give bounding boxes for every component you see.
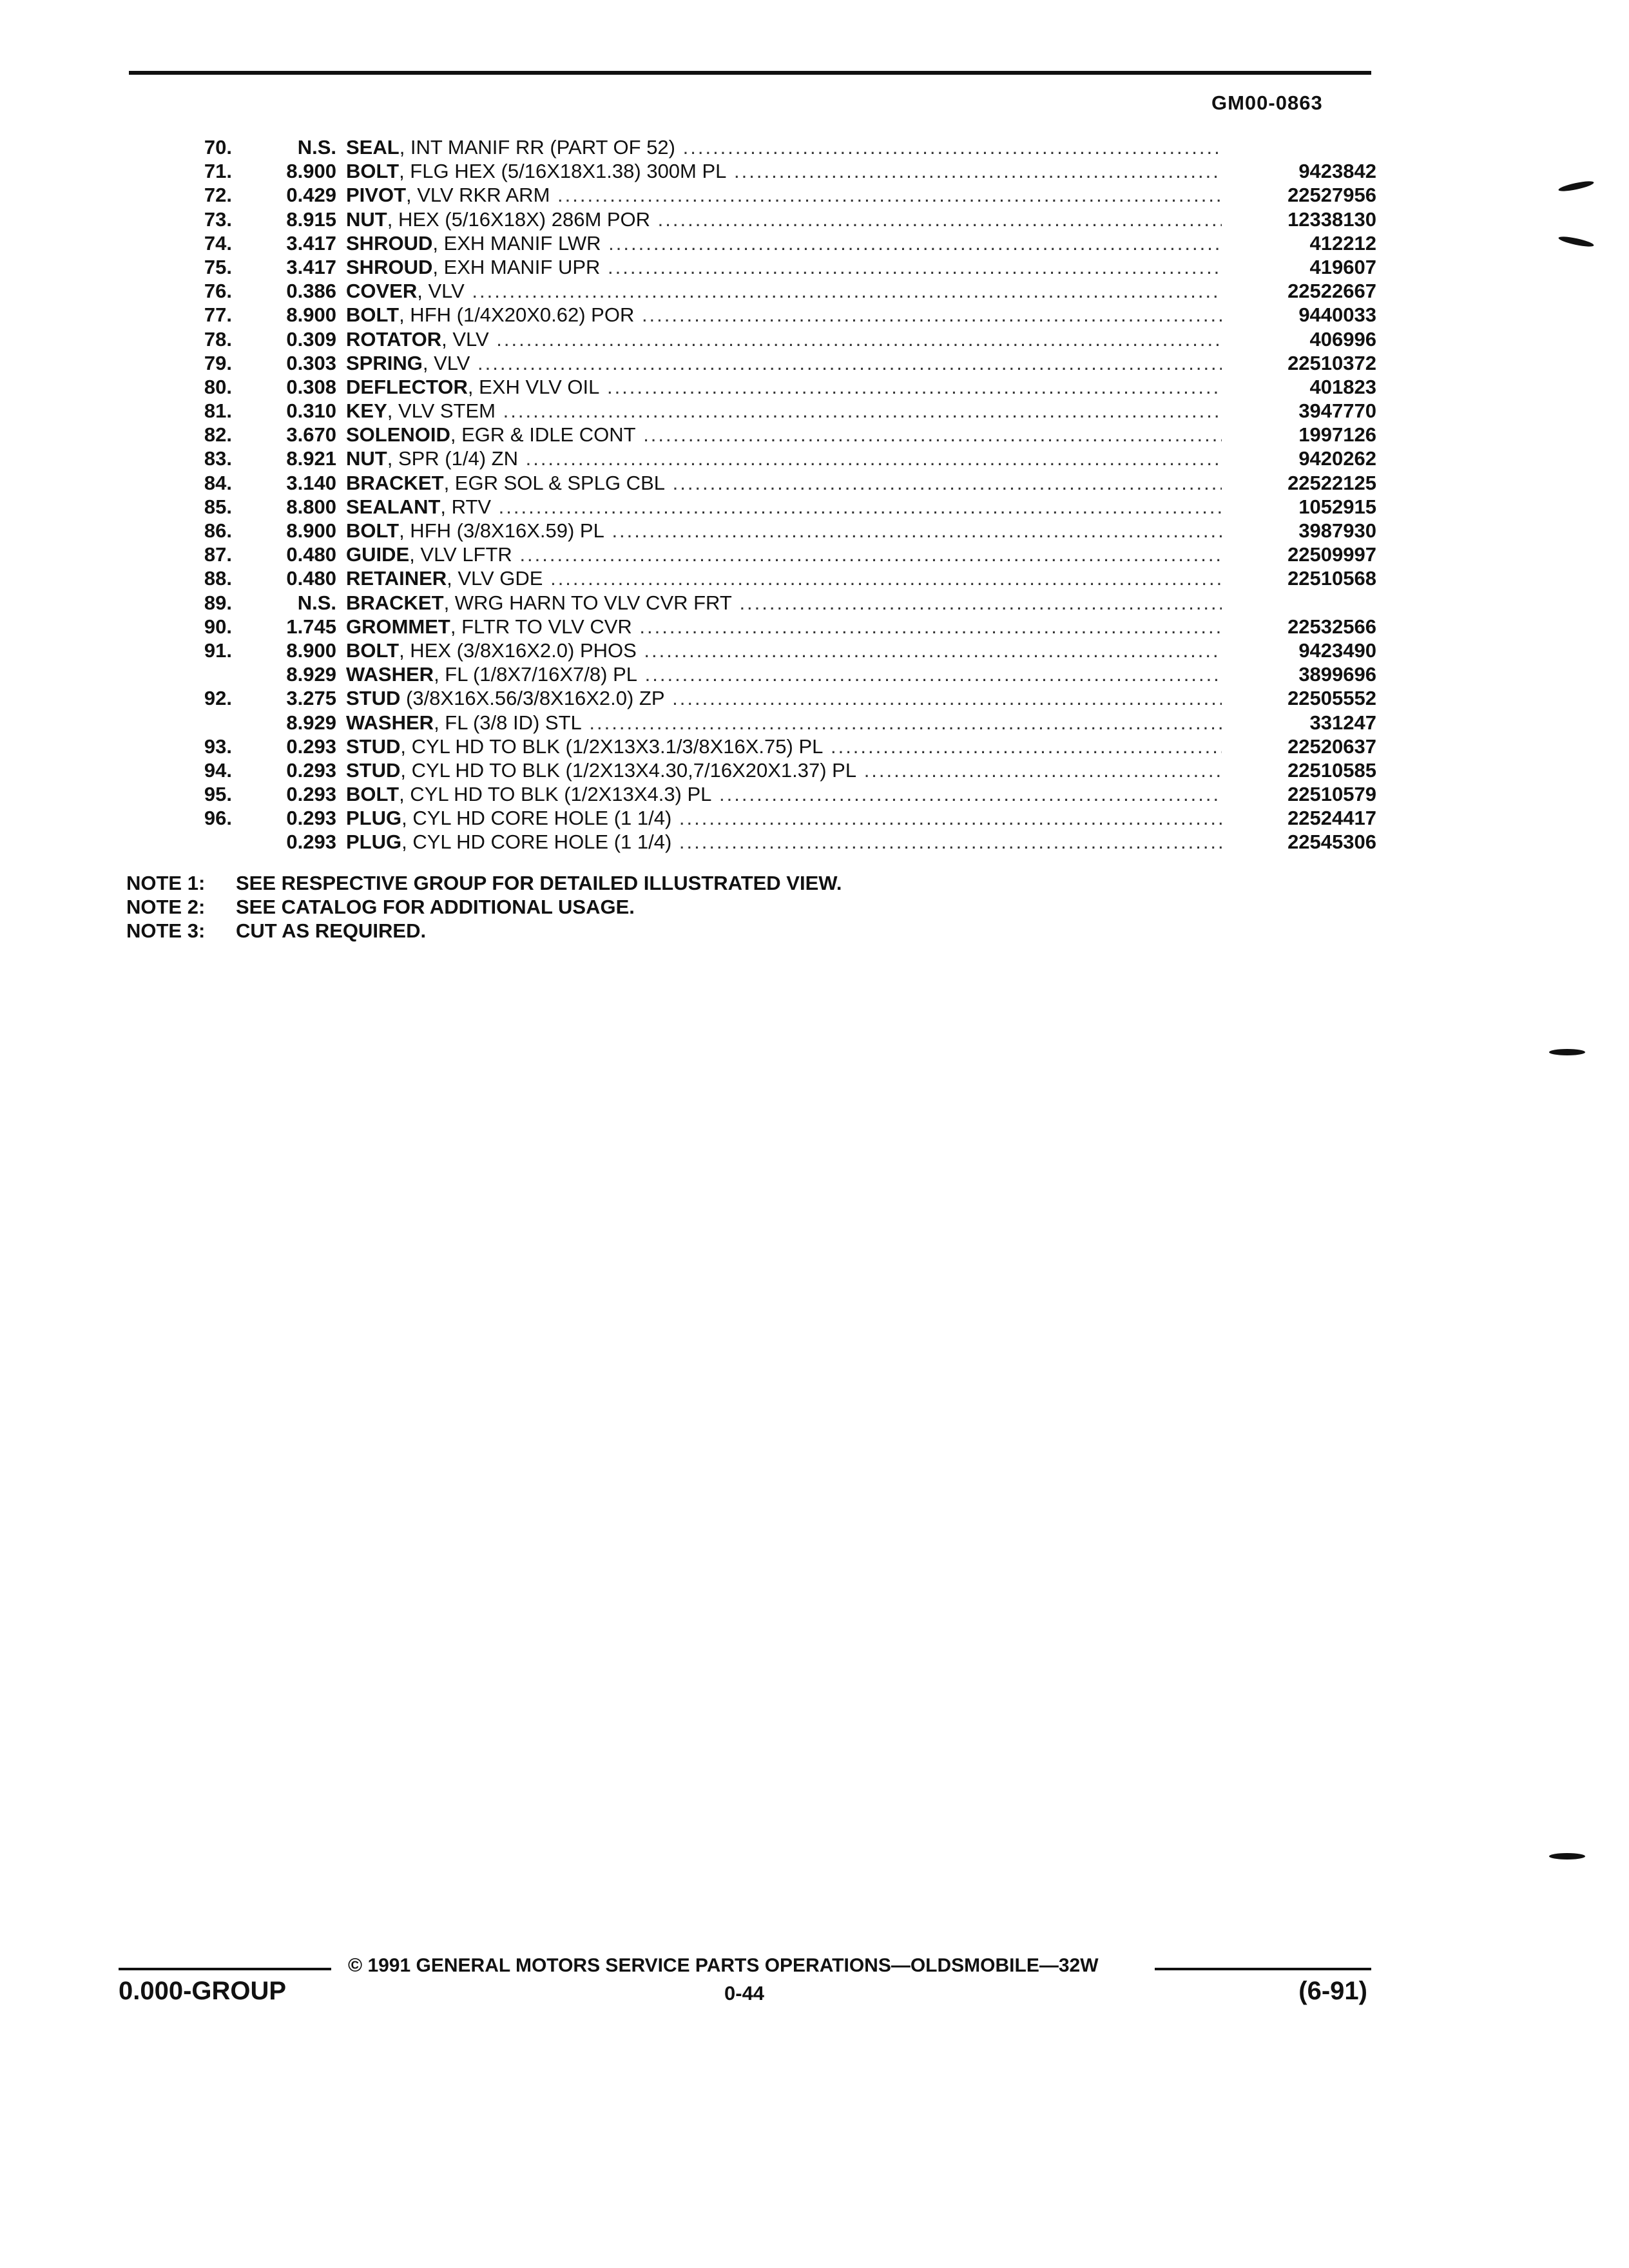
part-spec: , WRG HARN TO VLV CVR FRT: [443, 591, 732, 614]
part-description: [346, 231, 1222, 255]
group-number: 3.417: [286, 231, 336, 255]
part-number: 22510568: [1228, 566, 1376, 590]
ref-number: 84.: [204, 471, 232, 494]
part-number: 22520637: [1228, 735, 1376, 758]
table-row: [174, 591, 1376, 615]
footer-rule-left: [119, 1968, 331, 1970]
part-name: NUT: [346, 447, 387, 470]
group-number: 3.140: [286, 471, 336, 494]
table-row: [174, 735, 1376, 758]
part-spec: , SPR (1/4) ZN: [387, 447, 518, 470]
part-spec: , RTV: [440, 495, 492, 518]
part-name: BOLT: [346, 783, 400, 806]
part-number: 22510372: [1228, 351, 1376, 375]
part-number: 12338130: [1228, 207, 1376, 231]
group-number: 0.480: [286, 567, 336, 590]
part-spec: , FLTR TO VLV CVR: [450, 615, 632, 638]
part-spec: , FLG HEX (5/16X18X1.38) 300M PL: [399, 160, 727, 183]
part-spec: , CYL HD TO BLK (1/2X13X4.3) PL: [399, 783, 712, 806]
table-row: [174, 327, 1376, 351]
part-number: 9423490: [1228, 639, 1376, 662]
ref-number: 85.: [204, 495, 232, 518]
ref-number: 79.: [204, 351, 232, 374]
group-number: 3.417: [286, 255, 336, 278]
part-description: [346, 399, 1222, 423]
group-number: 8.800: [286, 495, 336, 518]
note-label: NOTE 3:: [126, 919, 206, 942]
part-name: BOLT: [346, 639, 400, 662]
group-number: 0.293: [286, 807, 336, 830]
part-name: WASHER: [346, 711, 434, 734]
part-name: KEY: [346, 399, 387, 423]
part-description: [346, 159, 1222, 183]
note-text: SEE CATALOG FOR ADDITIONAL USAGE.: [236, 896, 635, 918]
table-row: [174, 255, 1376, 279]
group-number: 0.293: [286, 831, 336, 854]
part-description: [346, 207, 1222, 231]
part-name: BRACKET: [346, 471, 444, 494]
part-number: 22505552: [1228, 686, 1376, 710]
part-spec: , CYL HD TO BLK (1/2X13X4.30,7/16X20X1.37) PL: [400, 758, 857, 782]
group-number: 0.429: [286, 184, 336, 207]
ref-number: 90.: [204, 615, 232, 638]
part-spec: , EGR & IDLE CONT: [450, 423, 636, 447]
part-name: PIVOT: [346, 184, 407, 207]
part-number: 9423842: [1228, 159, 1376, 183]
part-name: ROTATOR: [346, 327, 442, 351]
notes: [126, 871, 842, 943]
part-name: DEFLECTOR: [346, 375, 468, 398]
group-number: 0.386: [286, 280, 336, 303]
note-1: [126, 871, 842, 895]
table-row: [174, 375, 1376, 399]
group-label: 0.000-GROUP: [119, 1977, 287, 2005]
part-number: 22545306: [1228, 830, 1376, 854]
note-label: NOTE 1:: [126, 872, 206, 894]
table-row: [174, 231, 1376, 255]
group-number: 8.900: [286, 639, 336, 662]
part-spec: , HEX (3/8X16X2.0) PHOS: [399, 639, 637, 662]
part-spec: , HFH (1/4X20X0.62) POR: [399, 303, 635, 327]
part-spec: , CYL HD TO BLK (1/2X13X3.1/3/8X16X.75) PL: [400, 735, 824, 758]
group-number: 0.480: [286, 543, 336, 566]
footer: [119, 1946, 1371, 2010]
part-number: 1052915: [1228, 495, 1376, 519]
revision-date: (6-91): [1298, 1977, 1367, 2005]
table-row: [174, 135, 1376, 159]
part-name: SOLENOID: [346, 423, 450, 447]
table-row: [174, 159, 1376, 183]
ref-number: 86.: [204, 519, 232, 542]
note-2: [126, 895, 842, 919]
part-description: [346, 711, 1222, 735]
part-spec: (3/8X16X.56/3/8X16X2.0) ZP: [400, 687, 665, 710]
note-label: NOTE 2:: [126, 896, 206, 918]
part-number: 3947770: [1228, 399, 1376, 423]
group-number: 3.275: [286, 687, 336, 710]
table-row: [174, 471, 1376, 495]
ref-number: 91.: [204, 639, 232, 662]
ref-number: 87.: [204, 543, 232, 566]
part-spec: , CYL HD CORE HOLE (1 1/4): [401, 807, 672, 830]
part-name: SEAL: [346, 136, 400, 159]
ref-number: 81.: [204, 399, 232, 423]
table-row: [174, 639, 1376, 662]
ref-number: 71.: [204, 160, 232, 183]
table-row: [174, 207, 1376, 231]
top-rule: [129, 71, 1371, 75]
part-description: [346, 686, 1222, 710]
part-name: WASHER: [346, 663, 434, 686]
part-name: SEALANT: [346, 495, 441, 518]
group-number: 0.303: [286, 351, 336, 374]
copyright-line: © 1991 GENERAL MOTORS SERVICE PARTS OPERATIONS—OLDSMOBILE—32W: [348, 1955, 1099, 1976]
table-row: [174, 686, 1376, 710]
table-row: [174, 183, 1376, 207]
part-name: BOLT: [346, 160, 400, 183]
part-number: 22510585: [1228, 758, 1376, 782]
part-name: SHROUD: [346, 255, 433, 278]
part-description: [346, 135, 1222, 159]
part-name: BOLT: [346, 303, 400, 327]
note-text: CUT AS REQUIRED.: [236, 919, 427, 942]
part-spec: , FL (1/8X7/16X7/8) PL: [434, 663, 637, 686]
part-number: 22510579: [1228, 782, 1376, 806]
part-name: PLUG: [346, 831, 402, 854]
part-spec: , VLV: [422, 351, 470, 374]
part-description: [346, 495, 1222, 519]
part-description: [346, 735, 1222, 758]
group-number: 8.929: [286, 663, 336, 686]
part-name: STUD: [346, 735, 401, 758]
part-description: [346, 566, 1222, 590]
ref-number: 80.: [204, 375, 232, 398]
part-description: [346, 327, 1222, 351]
part-spec: , HEX (5/16X18X) 286M POR: [387, 207, 651, 231]
part-number: 331247: [1228, 711, 1376, 735]
table-row: [174, 782, 1376, 806]
group-number: 8.929: [286, 711, 336, 734]
part-description: [346, 830, 1222, 854]
part-spec: , FL (3/8 ID) STL: [434, 711, 582, 734]
table-row: [174, 495, 1376, 519]
group-number: 0.309: [286, 327, 336, 351]
part-description: [346, 447, 1222, 470]
part-spec: , INT MANIF RR (PART OF 52): [399, 136, 675, 159]
group-number: 8.900: [286, 303, 336, 327]
binder-mark: [1558, 235, 1595, 248]
part-spec: , EGR SOL & SPLG CBL: [443, 471, 665, 494]
group-number: 0.293: [286, 758, 336, 782]
ref-number: 82.: [204, 423, 232, 447]
group-number: 0.293: [286, 783, 336, 806]
footer-rule-right: [1155, 1968, 1371, 1970]
part-number: 401823: [1228, 375, 1376, 399]
part-description: [346, 519, 1222, 543]
page-number: 0-44: [724, 1982, 765, 2004]
group-number: 8.900: [286, 160, 336, 183]
part-number: 22509997: [1228, 543, 1376, 566]
table-row: [174, 566, 1376, 590]
ref-number: 94.: [204, 758, 232, 782]
part-description: [346, 806, 1222, 830]
part-description: [346, 471, 1222, 495]
part-spec: , EXH MANIF UPR: [432, 255, 601, 278]
table-row: [174, 711, 1376, 735]
part-spec: , VLV GDE: [447, 567, 543, 590]
ref-number: 73.: [204, 207, 232, 231]
group-number: 3.670: [286, 423, 336, 447]
part-name: GUIDE: [346, 543, 410, 566]
part-description: [346, 615, 1222, 639]
part-description: [346, 662, 1222, 686]
part-description: [346, 543, 1222, 566]
table-row: [174, 423, 1376, 447]
part-name: SPRING: [346, 351, 423, 374]
ref-number: 89.: [204, 591, 232, 614]
group-number: 0.293: [286, 735, 336, 758]
part-spec: , HFH (3/8X16X.59) PL: [399, 519, 604, 542]
part-name: COVER: [346, 280, 418, 303]
table-row: [174, 351, 1376, 375]
group-number: 1.745: [286, 615, 336, 638]
part-number: 1997126: [1228, 423, 1376, 447]
group-number: 8.900: [286, 519, 336, 542]
part-name: RETAINER: [346, 567, 447, 590]
ref-number: 76.: [204, 280, 232, 303]
note-3: [126, 919, 842, 943]
ref-number: 92.: [204, 687, 232, 710]
part-description: [346, 423, 1222, 447]
binder-mark: [1558, 179, 1595, 193]
parts-list: [174, 135, 1376, 854]
part-spec: , VLV: [441, 327, 489, 351]
part-number: 9440033: [1228, 303, 1376, 327]
ref-number: 96.: [204, 807, 232, 830]
part-name: SHROUD: [346, 231, 433, 255]
table-row: [174, 806, 1376, 830]
ref-number: 75.: [204, 255, 232, 278]
part-name: BRACKET: [346, 591, 444, 614]
part-number: 9420262: [1228, 447, 1376, 470]
group-number: N.S.: [297, 136, 336, 159]
table-row: [174, 543, 1376, 566]
ref-number: 72.: [204, 184, 232, 207]
binder-mark: [1549, 1853, 1585, 1860]
note-text: SEE RESPECTIVE GROUP FOR DETAILED ILLUSTRATED VIEW.: [236, 872, 842, 894]
part-description: [346, 591, 1222, 615]
ref-number: 93.: [204, 735, 232, 758]
table-row: [174, 830, 1376, 854]
part-spec: , EXH VLV OIL: [467, 375, 600, 398]
table-row: [174, 615, 1376, 639]
part-description: [346, 375, 1222, 399]
group-number: 8.915: [286, 207, 336, 231]
part-number: 419607: [1228, 255, 1376, 279]
part-description: [346, 758, 1222, 782]
part-number: 3987930: [1228, 519, 1376, 543]
part-number: 3899696: [1228, 662, 1376, 686]
part-number: 22532566: [1228, 615, 1376, 639]
part-spec: , VLV RKR ARM: [406, 184, 550, 207]
part-number: 406996: [1228, 327, 1376, 351]
part-description: [346, 782, 1222, 806]
part-number: 22522125: [1228, 471, 1376, 495]
part-description: [346, 639, 1222, 662]
part-name: PLUG: [346, 807, 402, 830]
part-spec: , VLV LFTR: [409, 543, 512, 566]
part-description: [346, 351, 1222, 375]
part-name: GROMMET: [346, 615, 450, 638]
part-description: [346, 255, 1222, 279]
part-number: 22527956: [1228, 183, 1376, 207]
table-row: [174, 662, 1376, 686]
part-name: NUT: [346, 207, 387, 231]
ref-number: 74.: [204, 231, 232, 255]
group-number: N.S.: [297, 591, 336, 614]
ref-number: 95.: [204, 783, 232, 806]
table-row: [174, 447, 1376, 470]
table-row: [174, 303, 1376, 327]
part-number: 412212: [1228, 231, 1376, 255]
part-name: STUD: [346, 687, 401, 710]
part-number: 22524417: [1228, 806, 1376, 830]
part-spec: , VLV: [417, 280, 465, 303]
ref-number: 78.: [204, 327, 232, 351]
part-spec: , EXH MANIF LWR: [432, 231, 601, 255]
part-description: [346, 279, 1222, 303]
binder-mark: [1549, 1049, 1585, 1055]
ref-number: 88.: [204, 567, 232, 590]
group-number: 8.921: [286, 447, 336, 470]
table-row: [174, 279, 1376, 303]
part-description: [346, 183, 1222, 207]
ref-number: 77.: [204, 303, 232, 327]
ref-number: 70.: [204, 136, 232, 159]
part-number: 22522667: [1228, 279, 1376, 303]
part-spec: , VLV STEM: [387, 399, 496, 423]
catalog-id: GM00-0863: [1211, 91, 1323, 114]
table-row: [174, 399, 1376, 423]
part-description: [346, 303, 1222, 327]
group-number: 0.310: [286, 399, 336, 423]
part-name: STUD: [346, 758, 401, 782]
ref-number: 83.: [204, 447, 232, 470]
part-spec: , CYL HD CORE HOLE (1 1/4): [401, 831, 672, 854]
part-name: BOLT: [346, 519, 400, 542]
table-row: [174, 758, 1376, 782]
group-number: 0.308: [286, 375, 336, 398]
table-row: [174, 519, 1376, 543]
